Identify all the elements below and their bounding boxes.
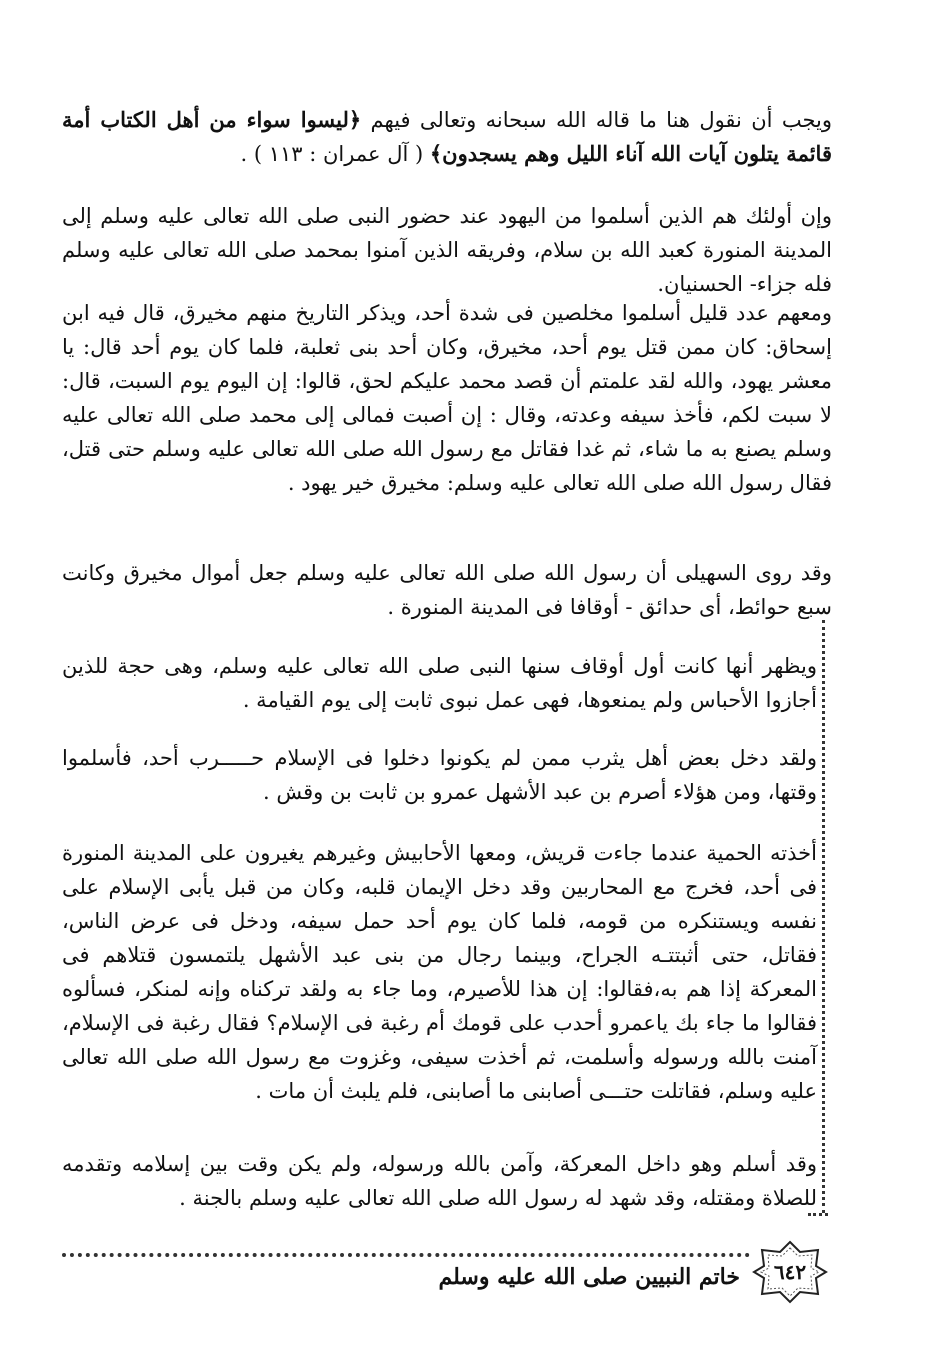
paragraph-8: وقد أسلم وهو داخل المعركة، وآمن بالله ورسوله، ولم يكن وقت بين إسلامه وتقدمه للصلاة ومقتله، وقد شهد له رسول الله صلى الله تعالى عليه وسلم بالجنة . — [62, 1152, 817, 1210]
paragraph-4: وقد روى السهيلى أن رسول الله صلى الله تعالى عليه وسلم جعل أموال مخيرق وكانت سبع حوائط، أى حدائق - أوقافا فى المدينة المنورة . — [62, 561, 832, 619]
dotted-side-border — [822, 620, 825, 1213]
dotted-border-corner — [808, 1213, 828, 1216]
paragraph-1 — [62, 103, 832, 171]
paragraph-6: ولقد دخل بعض أهل يثرب ممن لم يكونوا دخلوا فى الإسلام حـــــرب أحد، فأسلموا وقتها، ومن هؤلاء أصرم بن عبد الأشهل عمرو بن ثابت بن وقش . — [62, 746, 817, 804]
paragraph-5: ويظهر أنها كانت أول أوقاف سنها النبى صلى الله تعالى عليه وسلم، وهى حجة للذين أجازوا الأحباس ولم يمنعوها، فهى عمل نبوى ثابت إلى يوم القيامة . — [62, 654, 817, 712]
footer-dotted-line — [62, 1253, 750, 1257]
paragraph-2: وإن أولئك هم الذين أسلموا من اليهود عند حضور النبى صلى الله تعالى عليه وسلم إلى المدينة المنورة كعبد الله بن سلام، وفريقه الذين آمنوا بمحمد صلى الله تعالى عليه وسلم فله جزاء- الحسنيان. — [62, 204, 832, 296]
page-number: ٦٤٢ — [773, 1260, 807, 1284]
book-title: خاتم النبيين صلى الله عليه وسلم — [438, 1264, 740, 1290]
verse-reference: ( آل عمران : ١١٣ ) . — [240, 142, 430, 166]
paragraph-1-text: ويجب أن نقول هنا ما قاله الله سبحانه وتعالى فيهم — [361, 108, 832, 132]
paragraph-7: أخذته الحمية عندما جاءت قريش، ومعها الأحابيش وغيرهم يغيرون على المدينة المنورة فى أحد، فخرج مع المحاربين وقد دخل الإيمان قلبه، وكان من قبل يأبى الإسلام على نفسه ويستنكره من قومه، فلما كان يوم أحد حمل سيفه، ودخل فى عرض الناس، فقاتل، حتى أثبتتـه الجراح، وبينما رجال من بنى عبد الأشهل يلتمسون قتلاهم فى المعركة إذا هم به،فقالوا: إن هذا للأصيرم، وما جاء به ولقد تركناه وإنه لمنكر، فسألوه فقالوا ما جاء بك ياعمرو أحدب على قومك أم رغبة فى الإسلام؟ فقال رغبة فى الإسلام، آمنت بالله ورسوله وأسلمت، ثم أخذت سيفى، وغزوت مع رسول الله صلى الله تعالى عليه وسلم، فقاتلت حتـــى أصابنى ما أصابنى، فلم يلبث أن مات . — [62, 841, 817, 1103]
paragraph-3: ومعهم عدد قليل أسلموا مخلصين فى شدة أحد، ويذكر التاريخ منهم مخيرق، قال فيه ابن إسحاق: كان ممن قتل يوم أحد، مخيرق، وكان أحد بنى ثعلبة، فلما كان يوم أحد قال: يا معشر يهود، والله لقد علمتم أن قصد محمد عليكم لحق، قالوا: إن اليوم يوم السبت، قال: لا سبت لكم، فأخذ سيفه وعدته، وقال : إن أصبت فمالى إلى محمد صلى الله تعالى عليه وسلم يصنع به ما شاء، ثم غدا فقاتل مع رسول الله صلى الله تعالى عليه وسلم حتى قتل، فقال رسول الله صلى الله تعالى عليه وسلم: مخيرق خير يهود . — [62, 301, 832, 495]
quran-verse: ﴿ليسوا سواء من أهل الكتاب أمة قائمة يتلون آيات الله آناء الليل وهم يسجدون﴾ — [62, 107, 832, 166]
